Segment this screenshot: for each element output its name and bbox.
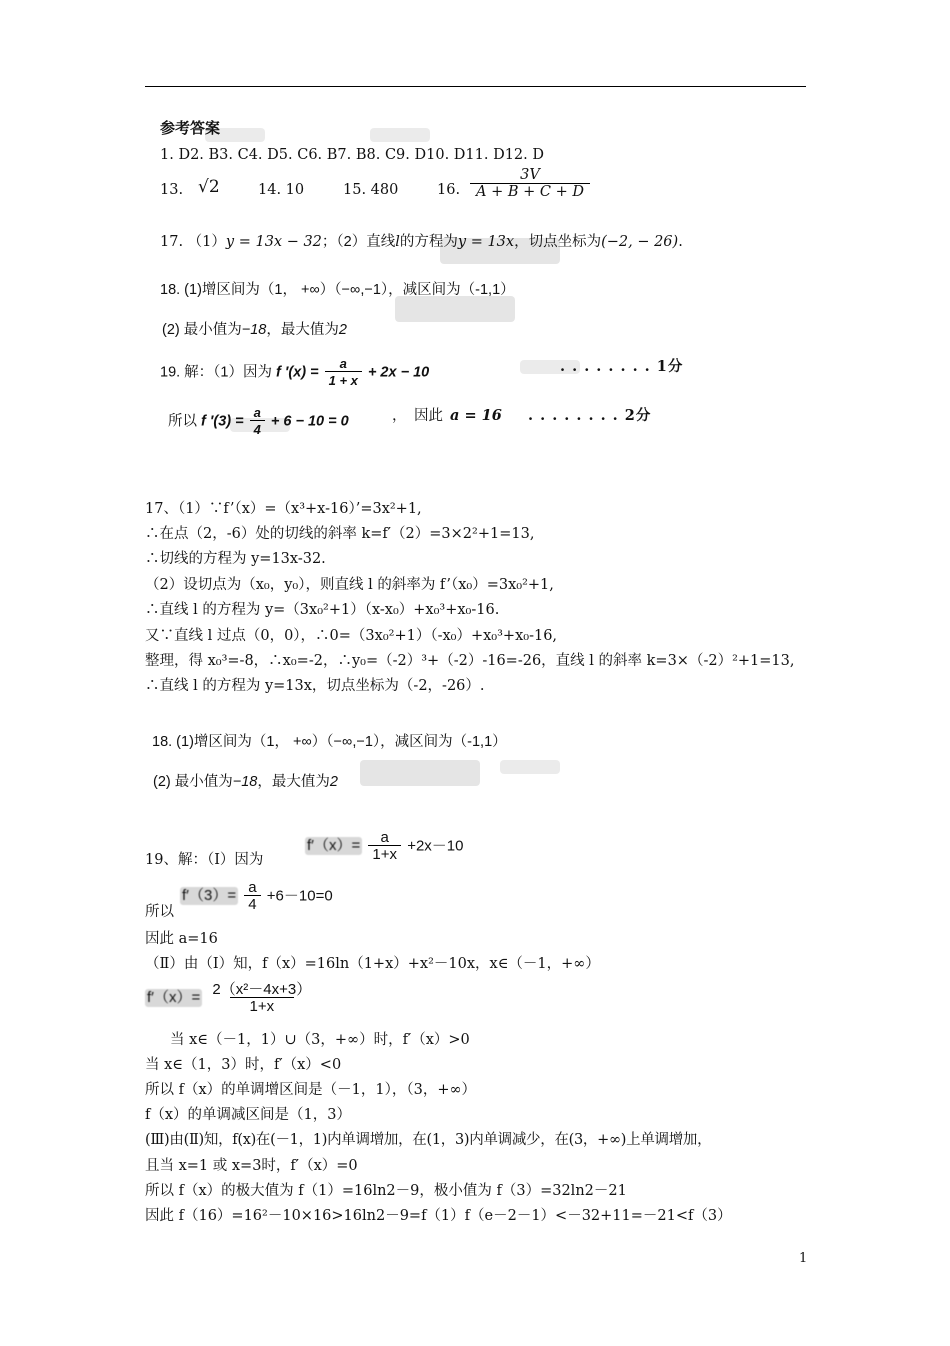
- rep18-line1: 18. (1)增区间为（1， +∞）（−∞,−1），减区间为（-1,1）: [152, 734, 507, 750]
- q19b-fprime3: f ′(3) =: [201, 413, 244, 430]
- watermark-8: [500, 760, 560, 774]
- sol17-line-7: 整理，得 x₀³=-8，∴x₀=-2，∴y₀=（-2）³+（-2）-16=-26，直线 l 的斜率 k=3×（-2）²+1=13,: [145, 653, 795, 669]
- sol19-f3-num: 2（x²－4x+3）: [212, 981, 312, 998]
- sol19-f1-num: a: [380, 829, 389, 846]
- sol17-line-2: ∴在点（2，-6）处的切线的斜率 k=f′（2）=3×2²+1=13,: [145, 526, 535, 542]
- sol19-f1-prefix: f′（x）=: [307, 837, 361, 855]
- q19-denominator: 1 + x: [325, 371, 362, 389]
- sol19-f3-den: 1+x: [230, 997, 295, 1015]
- q17-answer: [160, 233, 683, 251]
- sol19-line-4: f（x）的单调减区间是（1，3）: [145, 1107, 351, 1123]
- sol17-line-3: ∴切线的方程为 y=13x-32.: [145, 551, 326, 567]
- sol19-line-1: 当 x∈（－1，1）∪（3，+∞）时，f′（x）>0: [170, 1032, 470, 1048]
- sol17-line-5: ∴直线 l 的方程为 y=（3x₀²+1）（x-x₀）+x₀³+x₀-16.: [145, 602, 500, 618]
- answer-key-title: 参考答案: [160, 120, 221, 137]
- q17-part-g: ，切点坐标为: [514, 234, 602, 250]
- rep18-max-value: 2: [329, 774, 338, 790]
- q16-fraction: [468, 168, 592, 201]
- sol19-line-6: 且当 x=1 或 x=3时，f′（x）=0: [145, 1158, 358, 1174]
- q17-part-e: 的方程为: [399, 234, 458, 250]
- q17-part-c: ；（2）直线: [321, 234, 396, 250]
- sol17-line-8: ∴直线 l 的方程为 y=13x，切点坐标为（-2，-26）.: [145, 678, 485, 694]
- q17-eq1: y = 13x − 32: [225, 234, 322, 250]
- sol19-so: 所以: [145, 904, 174, 920]
- sol17-line-1: 17、（1）∵f’（x）=（x³+x-16）’=3x²+1,: [145, 501, 422, 517]
- q19-score-2: . . . . . . . . 2分: [528, 407, 652, 424]
- sol19-a16: 因此 a=16: [145, 931, 218, 947]
- q19b-fraction: [250, 405, 265, 438]
- q19b-separator: ，: [392, 408, 407, 424]
- q19b-rest: + 6 − 10 = 0: [270, 413, 349, 430]
- mc-answers: 1. D2. B3. C4. D5. C6. B7. B8. C9. D10. D11. D12. D: [160, 147, 545, 163]
- sol19-f1-rest: +2x－10: [407, 837, 464, 855]
- q17-part-a: 17. （1）: [160, 234, 226, 250]
- sol19-formula-3: [145, 982, 317, 1015]
- q16-denominator: A + B + C + D: [470, 183, 590, 201]
- page-number: 1: [799, 1251, 808, 1266]
- rep18-min-label: (2) 最小值为: [153, 774, 233, 790]
- sol19-f3-fraction: [208, 982, 315, 1015]
- q19b-therefore: 因此: [414, 408, 443, 424]
- q18-max-label: ，最大值为: [266, 322, 339, 338]
- q18-min-value: −18: [241, 322, 267, 338]
- rep18-min-value: −18: [232, 774, 258, 790]
- q17-line-l: l: [395, 234, 400, 250]
- rep18-line2: [153, 773, 338, 791]
- header-rule: [145, 86, 806, 87]
- watermark-2: [370, 128, 430, 142]
- q15: 15. 480: [343, 182, 399, 198]
- sol19-f1-den: 1+x: [368, 845, 401, 863]
- sol19-f2-prefix: f′（3）=: [182, 887, 237, 905]
- sol19-line-7: 所以 f（x）的极大值为 f（1）=16ln2－9，极小值为 f（3）=32ln2－21: [145, 1183, 627, 1199]
- q17-eq2: y = 13x: [457, 234, 515, 250]
- sol19-line-8: 因此 f（16）=16²－10×16>16ln2－9=f（1）f（e－2－1）<－32+11=－21<f（3）: [145, 1208, 732, 1224]
- sol19-f2-rest: +6－10=0: [266, 887, 333, 905]
- sol19-f2-den: 4: [244, 895, 260, 913]
- sol17-line-6: 又∵直线 l 过点（0，0），∴0=（3x₀²+1）（-x₀）+x₀³+x₀-16,: [145, 628, 558, 644]
- sol19-line-5: (Ⅲ)由(Ⅱ)知，f(x)在(－1，1)内单调增加，在(1，3)内单调减少，在(3，+∞)上单调增加，: [145, 1132, 712, 1148]
- sol19-part2: （Ⅱ）由（Ⅰ）知，f（x）=16ln（1+x）+x²－10x，x∈（－1，+∞）: [145, 956, 600, 972]
- watermark-7: [360, 760, 480, 786]
- q19-line2: [168, 405, 349, 438]
- q13-value: √2: [198, 177, 220, 197]
- q19-numerator: a: [339, 356, 347, 371]
- rep18-max-label: ，最大值为: [257, 774, 330, 790]
- q19-fraction: [325, 356, 362, 389]
- q18-line2: [162, 321, 347, 339]
- q19-score-1: . . . . . . . . 1分: [560, 358, 684, 375]
- watermark-4: [395, 296, 515, 322]
- q13-label: 13.: [160, 182, 184, 198]
- sol19-line-3: 所以 f（x）的单调增区间是（－1，1），（3，+∞）: [145, 1082, 477, 1098]
- q19-line1: [160, 356, 429, 389]
- sol19-f2-fraction: [244, 880, 260, 913]
- q18-min-label: (2) 最小值为: [162, 322, 242, 338]
- sol19-label: 19、解：（Ⅰ）因为: [145, 852, 264, 868]
- sol19-f3-prefix: f′（x）=: [147, 989, 201, 1007]
- q19-fprime: f ′(x) =: [276, 364, 319, 381]
- q19b-so: 所以: [168, 413, 197, 430]
- q14: 14. 10: [258, 182, 305, 198]
- q16-numerator: 3V: [520, 167, 540, 183]
- sol19-f2-num: a: [248, 879, 257, 896]
- q18-max-value: 2: [338, 322, 347, 338]
- q19b-denominator: 4: [250, 420, 265, 438]
- q16-label: 16.: [437, 182, 461, 198]
- q19-rest: + 2x − 10: [367, 364, 430, 381]
- sol19-line-2: 当 x∈（1，3）时，f′（x）<0: [145, 1057, 342, 1073]
- q19-intro: 19. 解：（1）因为: [160, 364, 272, 381]
- q18-line1: 18. (1)增区间为（1， +∞）（−∞,−1），减区间为（-1,1）: [160, 282, 515, 298]
- sol19-formula-1: [305, 830, 464, 863]
- q19b-a-value: a = 16: [450, 407, 502, 424]
- q17-point: (−2, − 26): [601, 234, 679, 250]
- q19b-numerator: a: [253, 405, 261, 420]
- sol19-f1-fraction: [368, 830, 401, 863]
- sol19-formula-2: [180, 880, 333, 913]
- sol17-line-4: （2）设切点为（x₀，y₀），则直线 l 的斜率为 f’（x₀）=3x₀²+1,: [145, 577, 554, 593]
- q17-end: .: [678, 234, 683, 250]
